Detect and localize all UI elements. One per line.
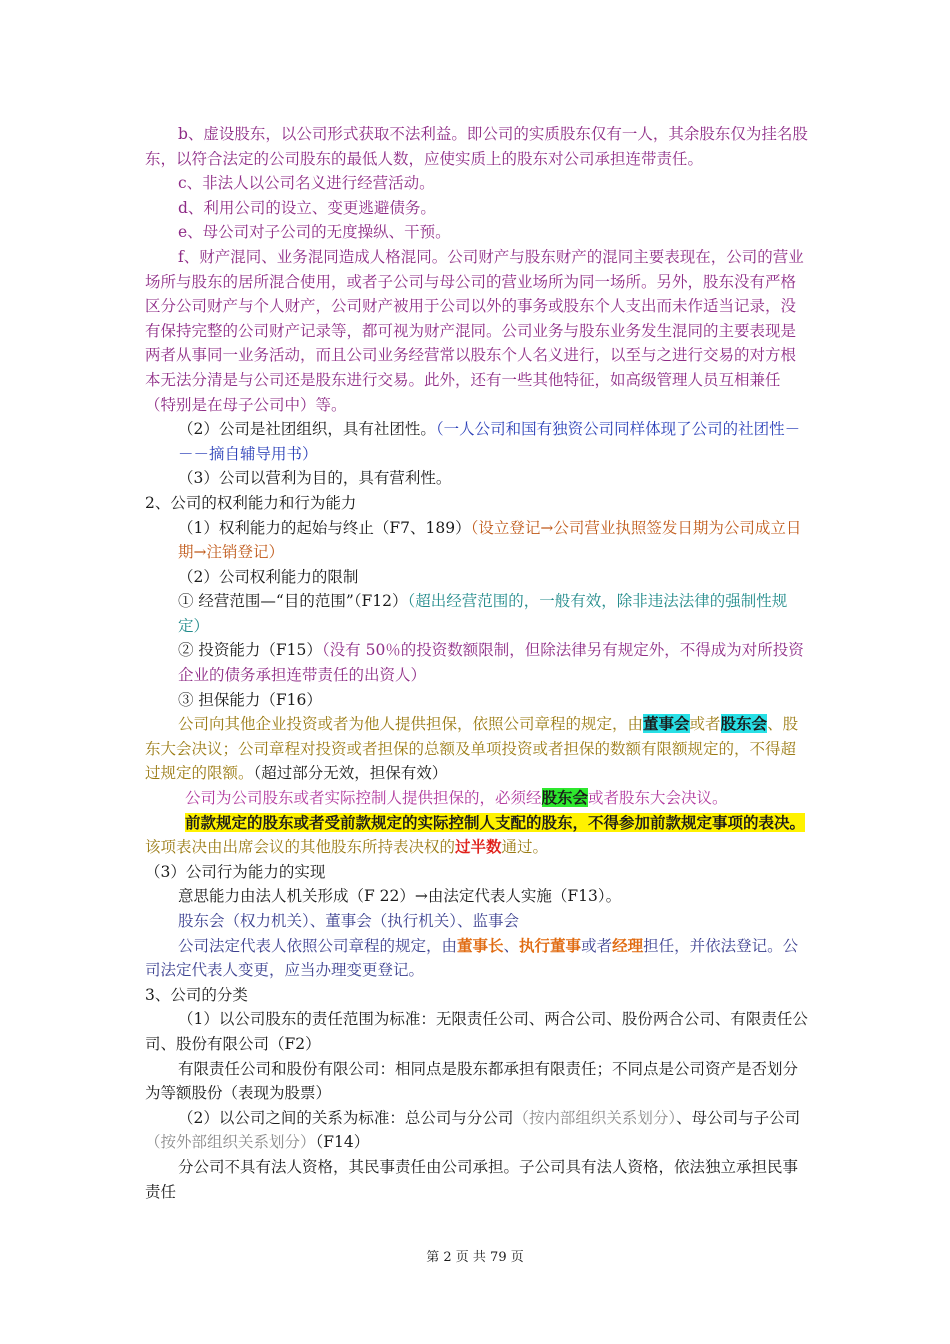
g2-highlight: 股东会 [541, 788, 589, 808]
para-f: f、财产混同、业务混同造成人格混同。公司财产与股东财产的混同主要表现在，公司的营业场所与股东的居所混合使用，或者子公司与母公司的营业场所为同一场所。另外，股东没有严格区分公司财产与个人财产，公司财产被用于公司以外的事务或股东个人支出而未作适当记录，没有保持完整的公司财产记录等，都可视为财产混同。公司业务与股东业务发生混同的主要表现是两者从事同一业务活动，而且公司业务经营常以股东个人名义进行，以至与之进行交易的对方根本无法分清是与公司还是股东进行交易。此外，还有一些其他特征，如高级管理人员互相兼任（特别是在母子公司中）等。 [145, 247, 804, 414]
para-guarantee-1 [145, 712, 810, 786]
k3-note1: （按内部组织关系划分） [513, 1108, 677, 1127]
g3-majority: 过半数 [455, 837, 502, 857]
para-k2: 有限责任公司和股份有限公司：相同点是股东都承担有限责任；不同点是公司资产是否划分为等额股份（表现为股票） [145, 1059, 799, 1103]
a3c-rest: 担任，并依法登记。公司法定代表人变更，应当办理变更登记。 [145, 936, 799, 980]
page-footer: 第 2 页 共 79 页 [426, 1250, 524, 1265]
document-body [145, 122, 810, 1204]
para-c2-note: （没有 50％的投资数额限制，但除法律另有规定外，不得成为对所投资企业的债务承担连带责任的出资人） [178, 641, 804, 685]
a3c-manager: 经理 [612, 935, 644, 955]
a3c-chairman: 董事长 [457, 935, 504, 955]
g1-highlight-board: 董事会 [643, 714, 690, 734]
para-k3 [145, 1106, 810, 1155]
para-guarantee-2 [145, 786, 810, 811]
para-a3a: 意思能力由法人机关形成（F 22）→由法定代表人实施（F13）。 [178, 887, 622, 906]
para-b: b、虚设股东，以公司形式获取不法利益。即公司的实质股东仅有一人，其余股东仅为挂名股东，以符合法定的公司股东的最低人数，应使实质上的股东对公司承担连带责任。 [145, 125, 808, 168]
g1-text: 公司向其他企业投资或者为他人提供担保，依照公司章程的规定，由 [178, 715, 644, 734]
a3c-exec-director: 执行董事 [519, 935, 582, 955]
para-guarantee-3 [145, 811, 810, 860]
g3-highlight: 前款规定的股东或者受前款规定的实际控制人支配的股东，不得参加前款规定事项的表决。 [185, 812, 806, 832]
a3c-sep: 、 [503, 936, 520, 955]
para-k4: 分公司不具有法人资格，其民事责任由公司承担。子公司具有法人资格，依法独立承担民事责任 [145, 1157, 799, 1201]
para-2-text: （2）公司是社团组织，具有社团性。 [178, 420, 436, 439]
para-2 [145, 417, 810, 466]
para-c3: ③ 担保能力（F16） [178, 690, 322, 709]
para-c1-text: ① 经营范围—“目的范围”（F12） [178, 592, 408, 611]
para-e: e、母公司对子公司的无度操纵、干预。 [178, 223, 451, 242]
a3c-text: 公司法定代表人依照公司章程的规定，由 [178, 936, 458, 955]
section-2-heading: 2、公司的权利能力和行为能力 [145, 493, 357, 512]
g3-rest: 通过。 [501, 838, 549, 857]
para-r1 [145, 516, 810, 565]
para-c2-text: ② 投资能力（F15） [178, 641, 322, 660]
para-c2 [145, 638, 810, 687]
k3-mid: 、母公司与子公司 [676, 1108, 801, 1127]
para-3: （3）公司以营利为目的，具有营利性。 [178, 469, 452, 488]
para-a3c [145, 934, 810, 983]
para-c1 [145, 589, 810, 638]
k3-text: （2）以公司之间的关系为标准：总公司与分公司 [178, 1108, 514, 1127]
k3-ref: （F14） [315, 1133, 370, 1152]
para-c: c、非法人以公司名义进行经营活动。 [178, 174, 435, 193]
g1-rest: 、股东大会决议；公司章程对投资或者担保的总额及单项投资或者担保的数额有限额规定的，不得超过规定的限额。 [145, 715, 799, 783]
g1-tail: （超过部分无效，担保有效） [253, 764, 448, 783]
g1-highlight-shareholders: 股东会 [720, 714, 768, 734]
para-r1-note: （设立登记→公司营业执照签发日期为公司成立日期→注销登记） [178, 518, 802, 562]
para-2-note: （一人公司和国有独资公司同样体现了公司的社团性－－－摘自辅导用书） [178, 420, 801, 463]
para-d: d、利用公司的设立、变更逃避债务。 [178, 198, 436, 217]
g2-text: 公司为公司股东或者实际控制人提供担保的，必须经 [185, 789, 542, 808]
para-c1-note: （超出经营范围的，一般有效，除非违法法律的强制性规定） [178, 592, 788, 635]
k3-note2: （按外部组织关系划分） [145, 1133, 316, 1152]
section-3-heading: 3、公司的分类 [145, 985, 248, 1004]
g1-mid: 或者 [689, 715, 721, 734]
para-a3b: 股东会（权力机关）、董事会（执行机关）、监事会 [178, 912, 520, 930]
para-k1: （1）以公司股东的责任范围为标准：无限责任公司、两合公司、股份两合公司、有限责任公司、股份有限公司（F2） [145, 1010, 808, 1053]
g3-text: 该项表决由出席会议的其他股东所持表决权的 [145, 838, 456, 857]
para-a3: （3）公司行为能力的实现 [145, 862, 326, 881]
para-r1-text: （1）权利能力的起始与终止（F7、189） [178, 518, 471, 537]
para-r2: （2）公司权利能力的限制 [178, 567, 359, 586]
a3c-or: 或者 [581, 936, 613, 955]
g2-rest: 或者股东大会决议。 [588, 789, 728, 808]
